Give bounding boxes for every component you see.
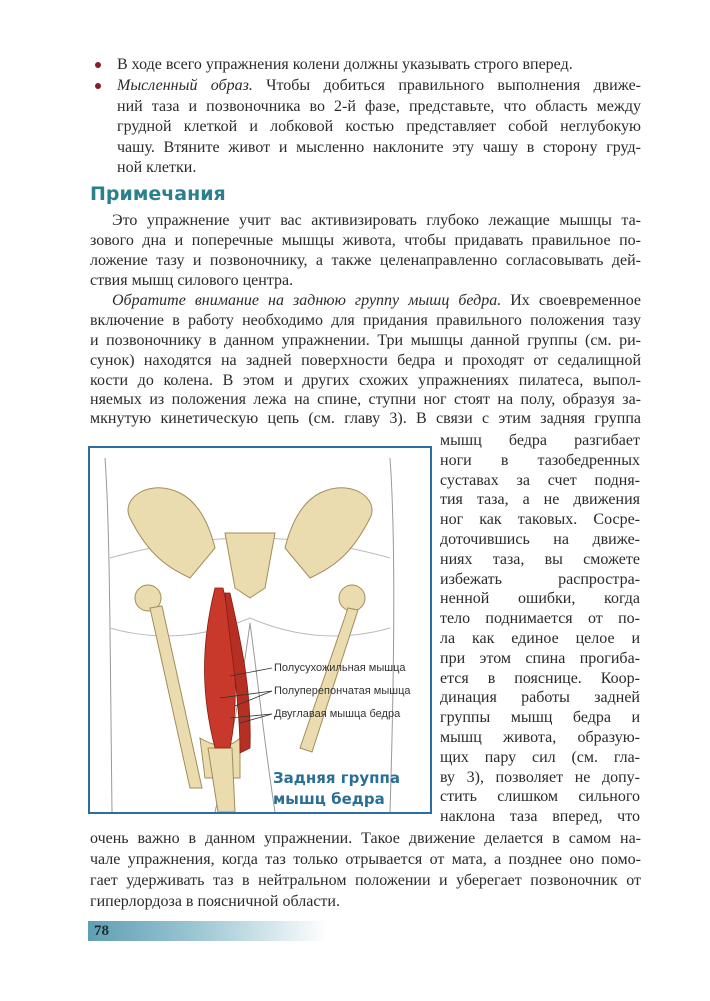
text-line: тия таза, а не движения (440, 491, 640, 509)
text-line: грудной клеткой и лобковой костью представляет собой неглубокую (117, 118, 641, 135)
text-line: мкнутую кинетическую цепь (см. главу 3). В связи с этим задняя группа (90, 410, 641, 427)
text-line: ненной ошибки, когда (440, 590, 640, 608)
text-line: чашу. Втяните живот и мысленно наклоните эту чашу в сторону груд- (117, 139, 641, 156)
text-line: ется в пояснице. Коор- (440, 669, 640, 687)
text-line: ву 3), позволяет не допу- (440, 768, 640, 786)
text-line: ложение тазу и позвоночнику, а также целенаправленно согласовывать дей- (90, 252, 641, 269)
italic-lead: Обратите внимание на заднюю группу мышц бедра. (112, 292, 502, 309)
text-line: ной клетки. (117, 159, 197, 176)
text-line: избежать распростра- (440, 570, 640, 588)
mixed-style-line (117, 76, 641, 95)
italic-lead: Мысленный образ. (117, 77, 253, 94)
text-line: суставах за счет подня- (440, 471, 640, 489)
text-line: тело поднимается от по- (440, 610, 640, 628)
text-line: наклона таза вперед, что (440, 808, 640, 826)
text-line: ствия мышц силового центра. (90, 272, 294, 289)
text-line: кости до колена. В этом и других схожих упражнениях пилатеса, выпол- (90, 372, 641, 389)
figure-caption (273, 768, 400, 810)
text-line: зового дна и поперечные мышцы живота, чтобы придавать правильное по- (90, 232, 641, 249)
text-line: мышц бедра разгибает (440, 432, 640, 449)
anatomy-illustration (90, 448, 430, 812)
text-line: гает удерживать таз в нейтральном положении и уберегает позвоночник от (90, 872, 641, 889)
mixed-style-line (112, 291, 641, 310)
text-line: при этом спина прогиба- (440, 649, 640, 667)
caption-line: Задняя группа (273, 769, 400, 787)
text-line: ний таза и позвоночника во 2-й фазе, представьте, что область между (117, 98, 641, 115)
muscle-label: Полусухожильная мышца (274, 662, 406, 674)
text-line: очень важно в данном упражнении. Такое движение делается в самом на- (90, 830, 641, 847)
muscle-label: Полуперепончатая мышца (274, 685, 411, 697)
text-line: В ходе всего упражнения колени должны указывать строго вперед. (117, 56, 573, 73)
section-heading: Примечания (90, 183, 226, 205)
page-number: 78 (94, 923, 109, 939)
hamstring-figure (88, 446, 432, 814)
text-line: стить слишком сильного (440, 788, 640, 806)
text-line: щих пару сил (см. гла- (440, 748, 640, 766)
text-line: сунок) находятся на задней поверхности бедра и проходят от седалищной (90, 352, 641, 369)
bullet-marker (95, 62, 101, 68)
text-line: динация работы задней (440, 689, 640, 707)
text-line: доточившись на движе- (440, 531, 640, 548)
line-remainder: Их своевременное (501, 292, 641, 309)
text-line: и позвоночнику в данном упражнении. Три мышцы данной группы (см. ри- (90, 332, 641, 349)
text-line: ноги в тазобедренных (440, 451, 640, 469)
text-line: Это упражнение учит вас активизировать глубоко лежащие мышцы та- (112, 212, 641, 229)
text-line: включение в работу необходимо для придания правильного положения тазу (90, 312, 641, 329)
text-line: ниях таза, вы сможете (440, 550, 640, 568)
text-line: гиперлордоза в поясничной области. (90, 893, 340, 910)
caption-line: мышц бедра (273, 790, 385, 808)
line-remainder: Чтобы добиться правильного выполнения движе- (252, 77, 641, 94)
text-line: группы мышц бедра и (440, 709, 640, 727)
page-number-bar (88, 921, 328, 941)
bullet-marker (95, 83, 101, 89)
text-line: няемых из положения лежа на спине, ступни ног стоят на полу, образуя за- (90, 391, 641, 408)
muscle-label: Двуглавая мышца бедра (274, 708, 401, 720)
text-line: ног как таковых. Сосре- (440, 511, 640, 529)
text-line: мышц живота, образую- (440, 729, 640, 746)
text-line: ла как единое целое и (440, 630, 640, 647)
text-line: чале упражнения, когда таз только отрывается от мата, а позднее оно помо- (90, 851, 641, 868)
